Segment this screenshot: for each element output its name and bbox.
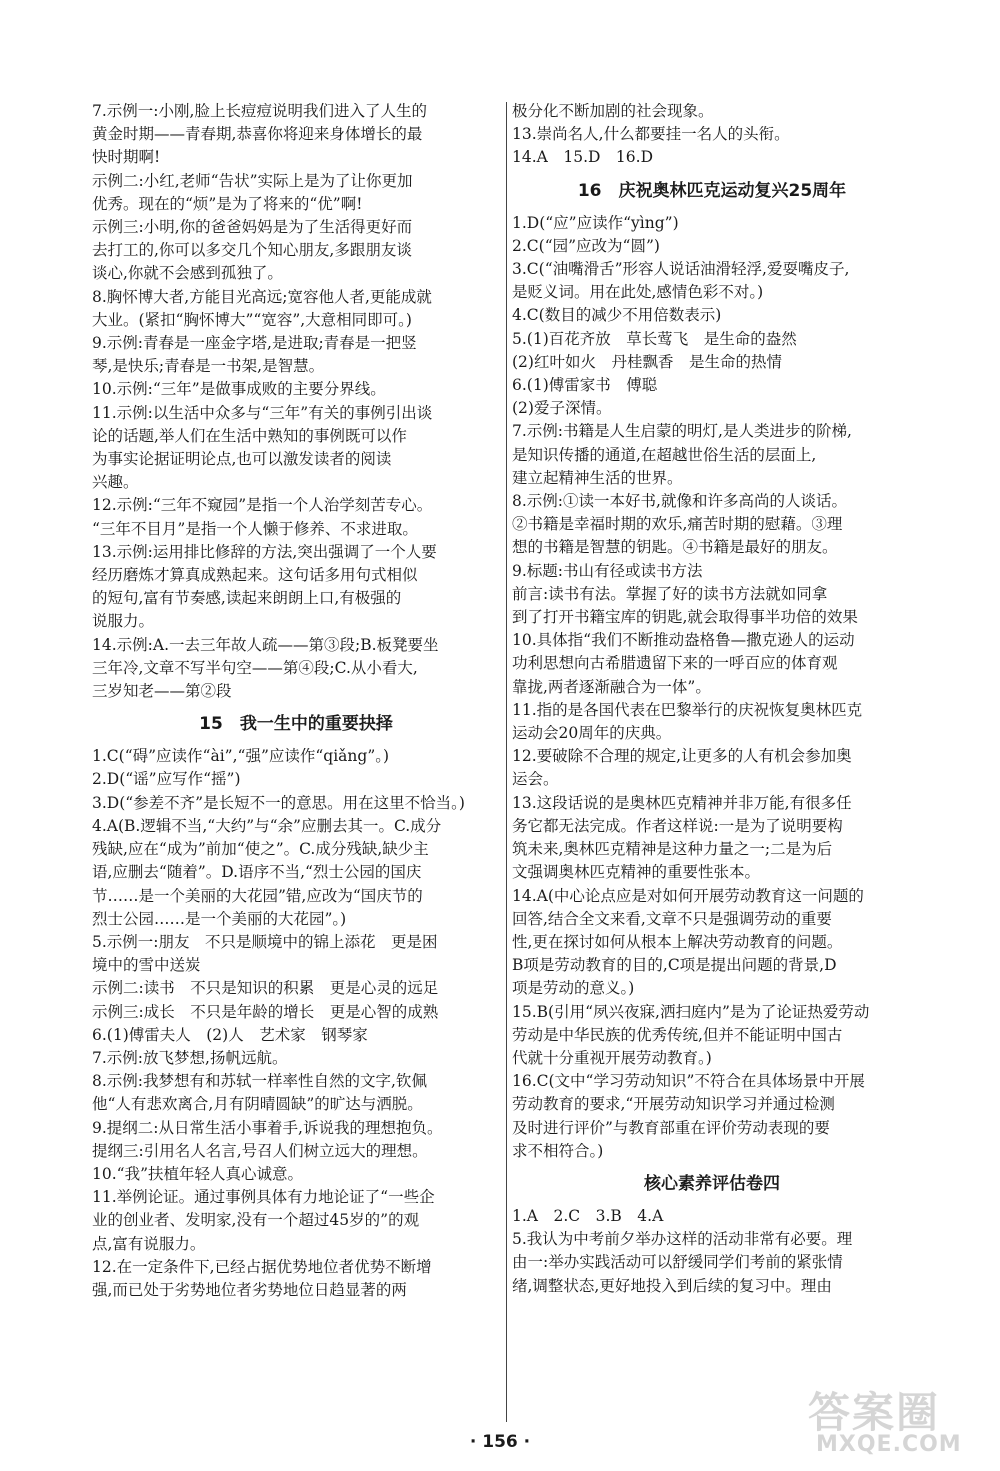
answer-line: 8.示例:①读一本好书,就像和许多高尚的人谈话。 — [512, 492, 847, 511]
answer-line: 极分化不断加剧的社会现象。 — [512, 102, 714, 120]
left-answers-part-2 — [92, 745, 500, 1302]
answer-line: 5.(1)百花齐放 草长莺飞 是生命的盎然 — [512, 329, 797, 348]
answer-line: 运会。 — [512, 770, 559, 789]
answer-line: 提纲三:引用名人名言,号召人们树立远大的理想。 — [92, 1141, 428, 1160]
answer-line: 11.举例论证。通过事例具体有力地论证了“一些企 — [92, 1188, 435, 1207]
answer-line: 强,而已处于劣势地位者劣势地位日趋显著的两 — [92, 1280, 407, 1299]
section-heading-assessment-4: 核心素养评估卷四 — [644, 1173, 780, 1194]
answer-line: 14.示例:A.一去三年故人疏——第③段;B.板凳要坐 — [92, 635, 439, 654]
answer-line: 靠拢,两者逐渐融合为一体”。 — [512, 677, 711, 696]
answer-line: 是贬义词。用在此处,感情色彩不对。) — [512, 283, 764, 302]
left-column — [92, 100, 500, 1302]
answer-line: 三年冷,文章不写半句空——第④段;C.从小看大, — [92, 658, 418, 677]
answer-line: 6.(1)傅雷夫人 (2)人 艺术家 钢琴家 — [92, 1025, 368, 1044]
answer-line: 12.要破除不合理的规定,让更多的人有机会参加奥 — [512, 747, 852, 766]
answer-line: 1.A 2.C 3.B 4.A — [512, 1206, 664, 1225]
answer-line: 13.这段话说的是奥林匹克精神并非万能,有很多任 — [512, 793, 852, 812]
answer-line: 1.D(“应”应读作“yìng”) — [512, 213, 679, 232]
answer-line: 建立起精神生活的世界。 — [512, 468, 683, 487]
answer-line: 想的书籍是智慧的钥匙。④书籍是最好的朋友。 — [512, 538, 838, 557]
answer-line: 5.示例一:朋友 不只是顺境中的锦上添花 更是困 — [92, 932, 438, 951]
answer-line: 及时进行评价”与教育部重在评价劳动表现的要 — [512, 1118, 830, 1137]
answer-line: 14.A(中心论点应是对如何开展劳动教育这一问题的 — [512, 886, 864, 905]
answer-line: 境中的雪中送炭 — [92, 956, 201, 975]
answer-line: 论的话题,举人们在生活中熟知的事例既可以作 — [92, 426, 407, 445]
answer-line: 5.我认为中考前夕举办这样的活动非常有必要。理 — [512, 1230, 853, 1249]
right-answers-part-3 — [512, 1205, 912, 1298]
answer-line: 项是劳动的意义。) — [512, 979, 635, 998]
answer-line: 9.示例:青春是一座金字塔,是进取;青春是一把竖 — [92, 334, 417, 353]
answer-line: 语,应删去“随着”。D.语序不当,“烈士公园的国庆 — [92, 863, 422, 882]
answer-line: 示例二:读书 不只是知识的积累 更是心灵的远足 — [92, 979, 439, 998]
answer-line: 性,更在探讨如何从根本上解决劳动教育的问题。 — [512, 932, 843, 951]
answer-line: 4.A(B.逻辑不当,“大约”与“余”应删去其一。C.成分 — [92, 816, 442, 835]
answer-line: 15.B(引用“夙兴夜寐,洒扫庭内”是为了论证热爱劳动 — [512, 1002, 870, 1021]
answer-line: 大业。(紧扣“胸怀博大”“宽容”,大意相同即可。) — [92, 310, 412, 329]
answer-line: 说服力。 — [92, 612, 155, 631]
answer-line: 12.在一定条件下,已经占据优势地位者优势不断增 — [92, 1257, 432, 1276]
answer-line: 7.示例:放飞梦想,扬帆远航。 — [92, 1048, 288, 1067]
answer-line: 11.示例:以生活中众多与“三年”有关的事例引出谈 — [92, 403, 433, 422]
answer-line: 示例三:小明,你的爸爸妈妈是为了生活得更好而 — [92, 218, 413, 237]
answer-line: 谈心,你就不会感到孤独了。 — [92, 264, 283, 283]
answer-line: 三岁知老——第②段 — [92, 682, 232, 701]
answer-line: 3.C(“油嘴滑舌”形容人说话油滑轻浮,爱耍嘴皮子, — [512, 260, 850, 279]
answer-line: 经历磨炼才算真成熟起来。这句话多用句式相似 — [92, 566, 418, 585]
answer-line: 运动会20周年的庆典。 — [512, 724, 672, 743]
section-heading-16: 16 庆祝奥林匹克运动复兴25周年 — [577, 180, 847, 201]
answer-line: 4.C(数目的减少不用倍数表示) — [512, 306, 722, 325]
right-answers-part-2 — [512, 212, 912, 1163]
answer-line: 兴趣。 — [92, 473, 139, 492]
answer-line: 14.A 15.D 16.D — [512, 148, 653, 167]
answer-line: 10.“我”扶植年轻人真心诚意。 — [92, 1164, 303, 1183]
answer-line: 去打工的,你可以多交几个知心朋友,多跟朋友谈 — [92, 241, 412, 260]
answer-line: 是知识传播的通道,在超越世俗生活的层面上, — [512, 445, 817, 464]
answer-line: 烈士公园……是一个美丽的大花园”。) — [92, 909, 347, 928]
answer-line: 1.C(“碍”应读作“ài”,“强”应读作“qiǎng”。) — [92, 747, 390, 766]
left-answers-part-1 — [92, 100, 500, 703]
answer-line: 为事实论据证明论点,也可以激发读者的阅读 — [92, 450, 392, 469]
answer-line: 12.示例:“三年不窥园”是指一个人治学刻苦专心。 — [92, 496, 433, 515]
answer-line: 7.示例一:小刚,脸上长痘痘说明我们进入了人生的 — [92, 102, 427, 120]
column-divider — [506, 102, 507, 1422]
answer-line: 16.C(文中“学习劳动知识”不符合在具体场景中开展 — [512, 1072, 865, 1091]
page-number: · 156 · — [469, 1432, 531, 1452]
answer-line: 3.D(“参差不齐”是长短不一的意思。用在这里不恰当。) — [92, 793, 465, 812]
answer-line: 快时期啊! — [92, 148, 161, 167]
answer-line: 他“人有悲欢离合,月有阴晴圆缺”的旷达与洒脱。 — [92, 1095, 423, 1114]
answer-line: 示例三:成长 不只是年龄的增长 更是心智的成熟 — [92, 1002, 439, 1021]
answer-line: 9.标题:书山有径或读书方法 — [512, 561, 703, 580]
answer-line: 示例二:小红,老师“告状”实际上是为了让你更加 — [92, 171, 413, 190]
answer-line: 8.示例:我梦想有和苏轼一样率性自然的文字,钦佩 — [92, 1072, 427, 1091]
answer-line: 13.崇尚名人,什么都要挂一名人的头衔。 — [512, 125, 790, 144]
answer-line: 2.D(“谣”应写作“摇”) — [92, 770, 241, 789]
answer-line: 劳动是中华民族的优秀传统,但并不能证明中国古 — [512, 1025, 843, 1044]
answer-line: 7.示例:书籍是人生启蒙的明灯,是人类进步的阶梯, — [512, 422, 852, 441]
answer-line: B项是劳动教育的目的,C项是提出问题的背景,D — [512, 956, 837, 975]
answer-line: 残缺,应在“成为”前加“使之”。C.成分残缺,缺少主 — [92, 840, 429, 859]
answer-line: 2.C(“园”应改为“圆”) — [512, 236, 660, 255]
answer-line: 前言:读书有法。掌握了好的读书方法就如同拿 — [512, 584, 828, 603]
section-heading-15: 15 我一生中的重要抉择 — [199, 714, 393, 735]
answer-line: 11.指的是各国代表在巴黎举行的庆祝恢复奥林匹克 — [512, 700, 863, 719]
answer-line: ②书籍是幸福时期的欢乐,痛苦时期的慰藉。③理 — [512, 515, 843, 534]
right-answers-part-1 — [512, 100, 912, 170]
answer-line: 优秀。现在的“烦”是为了将来的“优”啊! — [92, 194, 363, 213]
answer-line: 绪,调整状态,更好地投入到后续的复习中。理由 — [512, 1276, 832, 1295]
answer-line: 6.(1)傅雷家书 傅聪 — [512, 376, 658, 395]
answer-line: 劳动教育的要求,“开展劳动知识学习并通过检测 — [512, 1095, 835, 1114]
answer-line: 文强调奥林匹克精神的重要性张本。 — [512, 863, 761, 882]
answer-line: “三年不目月”是指一个人懒于修养、不求进取。 — [92, 519, 418, 538]
answer-line: 节……是一个美丽的大花园”错,应改为“国庆节的 — [92, 886, 423, 905]
answer-line: 10.示例:“三年”是做事成败的主要分界线。 — [92, 380, 386, 399]
answer-line: (2)爱子深情。 — [512, 399, 612, 418]
answer-line: 筑未来,奥林匹克精神是这种力量之一;二是为后 — [512, 840, 833, 859]
answer-line: 回答,结合全文来看,文章不只是强调劳动的重要 — [512, 909, 832, 928]
answer-line: 务它都无法完成。作者这样说:一是为了说明要构 — [512, 816, 843, 835]
answer-line: 求不相符合。) — [512, 1141, 604, 1160]
answer-line: 到了打开书籍宝库的钥匙,就会取得事半功倍的效果 — [512, 608, 858, 627]
right-column — [512, 100, 912, 1298]
answer-line: 代就十分重视开展劳动教育。) — [512, 1048, 712, 1067]
answer-line: 功利思想向古希腊遗留下来的一呼百应的体育观 — [512, 654, 838, 673]
answer-line: 点,富有说服力。 — [92, 1234, 206, 1253]
answer-line: 9.提纲二:从日常生活小事着手,诉说我的理想抱负。 — [92, 1118, 443, 1137]
answer-line: 由一:举办实践活动可以舒缓同学们考前的紧张情 — [512, 1253, 843, 1272]
answer-line: 8.胸怀博大者,方能目光高远;宽容他人者,更能成就 — [92, 287, 432, 306]
answer-line: 10.具体指“我们不断推动盎格鲁—撒克逊人的运动 — [512, 631, 855, 650]
answer-line: 的短句,富有节奏感,读起来朗朗上口,有极强的 — [92, 589, 402, 608]
site-watermark-logo — [806, 1380, 986, 1462]
answer-line: 业的创业者、发明家,没有一个超过45岁的”的观 — [92, 1211, 420, 1230]
answer-line: 13.示例:运用排比修辞的方法,突出强调了一个人要 — [92, 542, 437, 561]
watermark-text: 答案圈 — [808, 1388, 941, 1437]
answer-line: (2)红叶如火 丹桂飘香 是生命的热情 — [512, 352, 782, 371]
answer-line: 琴,是快乐;青春是一书架,是智慧。 — [92, 357, 325, 376]
answer-line: 黄金时期——青春期,恭喜你将迎来身体增长的最 — [92, 125, 423, 144]
watermark-url: MXQE.COM — [816, 1432, 962, 1457]
